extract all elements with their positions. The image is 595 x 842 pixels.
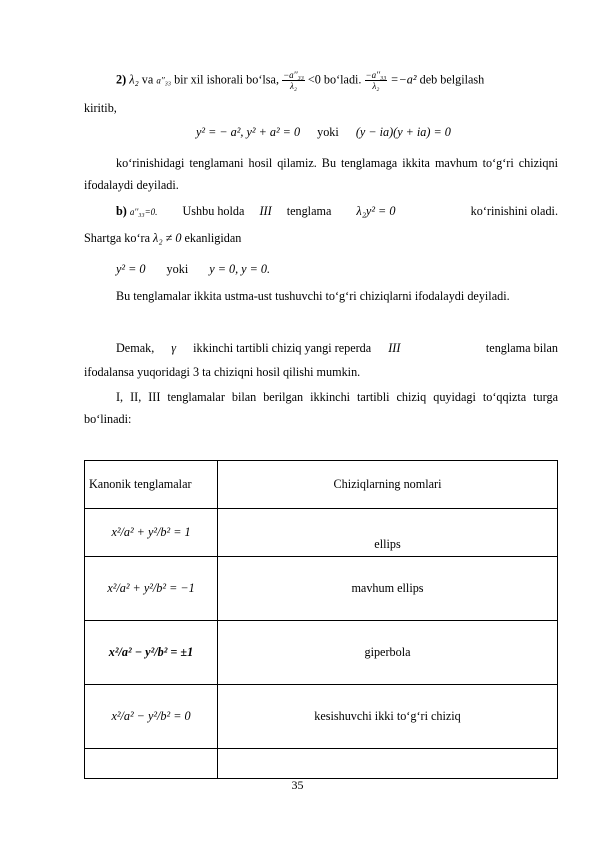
table-row xyxy=(85,557,558,621)
name-cell: ellips xyxy=(218,509,558,557)
equation-left: y² = − a², y² + a² = 0 xyxy=(196,125,301,139)
name-cell: kesishuvchi ikki to‘g‘ri chiziq xyxy=(218,685,558,749)
fraction-1 xyxy=(282,70,305,91)
gamma-symbol: γ xyxy=(171,341,177,355)
fraction-numerator: −a′′₃₃ xyxy=(283,70,304,80)
text-fragment: ekanligidan xyxy=(184,231,242,245)
name-cell: mavhum ellips xyxy=(218,557,558,621)
fraction-denominator: λ₂ xyxy=(289,81,297,91)
table-row xyxy=(85,685,558,749)
conjunction-va: va xyxy=(141,72,154,87)
text-fragment: tenglama bilan xyxy=(485,341,558,355)
item-number: 2) xyxy=(116,72,127,87)
text-fragment: ikkinchi tartibli chiziq yangi reperda xyxy=(193,341,372,355)
header-cell: Kanonik tenglamalar xyxy=(85,461,218,509)
equation-left: y² = 0 xyxy=(116,262,146,276)
para3-line2 xyxy=(84,231,241,246)
table-row xyxy=(85,621,558,685)
equation-ref-iii: III xyxy=(259,204,272,218)
name-cell: giperbola xyxy=(218,621,558,685)
table-row xyxy=(85,749,558,779)
para1-line1 xyxy=(116,70,484,91)
yoki-word: yoki xyxy=(317,125,339,139)
equation-part: =−a² xyxy=(390,72,417,87)
para1-line2: kiritib, xyxy=(84,101,117,115)
page-number: 35 xyxy=(291,778,304,792)
name-cell xyxy=(218,749,558,779)
equation-inline: λ₂y² = 0 xyxy=(356,204,396,218)
header-cell: Chiziqlarning nomlari xyxy=(218,461,558,509)
paragraph-4: Bu tenglamalar ikkita ustma-ust tushuvchi to‘g‘ri chiziqlarni ifodalaydi deyiladi. xyxy=(116,289,510,303)
canonical-equations-table xyxy=(84,460,558,779)
fraction-2 xyxy=(365,70,388,91)
equation-line-2 xyxy=(116,262,270,277)
text-fragment: Demak, xyxy=(116,341,155,355)
equation-right: (y − ia)(y + ia) = 0 xyxy=(355,125,451,139)
table-header-row xyxy=(85,461,558,509)
lambda-symbol: λ₂ xyxy=(129,72,139,87)
text-fragment: Ushbu holda xyxy=(182,204,245,218)
equation-cell: x²/a² + y²/b² = −1 xyxy=(85,557,218,621)
equation-line-1 xyxy=(196,125,451,140)
table-row xyxy=(85,509,558,557)
para5-line2: ifodalansa yuqoridagi 3 ta chiziqni hosil qilishi mumkin. xyxy=(84,365,361,379)
equation-cell: x²/a² − y²/b² = ±1 xyxy=(85,621,218,685)
equation-ref-iii: III xyxy=(388,341,401,355)
equation-right: y = 0, y = 0. xyxy=(209,262,271,276)
yoki-word: yoki xyxy=(166,262,189,276)
condition: a′′₃₃=0. xyxy=(129,207,158,217)
text-fragment: Shartga ko‘ra xyxy=(84,231,150,245)
equation-cell: x²/a² + y²/b² = 1 xyxy=(85,509,218,557)
coefficient-a33: a′′₃₃ xyxy=(156,75,172,86)
fraction-denominator: λ₂ xyxy=(372,81,380,91)
text-fragment: bo‘ladi. xyxy=(323,72,362,87)
paragraph-6: I, II, III tenglamalar bilan berilgan ikkinchi tartibli chiziq quyidagi to‘qqizta turga bo‘linadi: xyxy=(84,390,558,426)
text-fragment: bir xil ishorali bo‘lsa, xyxy=(174,72,280,87)
fraction-numerator: −a′′₃₃ xyxy=(365,70,387,80)
lambda-condition: λ₂ ≠ 0 xyxy=(153,231,182,245)
text-fragment: deb belgilash xyxy=(419,72,485,87)
text-fragment: tenglama xyxy=(286,204,332,218)
paragraph-2: ko‘rinishidagi tenglamani hosil qilamiz. Bu tenglamaga ikkita mavhum to‘g‘ri chiziqni ifodalaydi deyiladi. xyxy=(84,156,558,192)
inequality: <0 xyxy=(307,72,321,87)
para5-line1 xyxy=(116,341,558,356)
item-label-b: b) xyxy=(116,204,127,218)
text-fragment: ko‘rinishini oladi. xyxy=(470,204,558,218)
equation-cell xyxy=(85,749,218,779)
para3-line1 xyxy=(116,204,558,219)
equation-cell: x²/a² − y²/b² = 0 xyxy=(85,685,218,749)
